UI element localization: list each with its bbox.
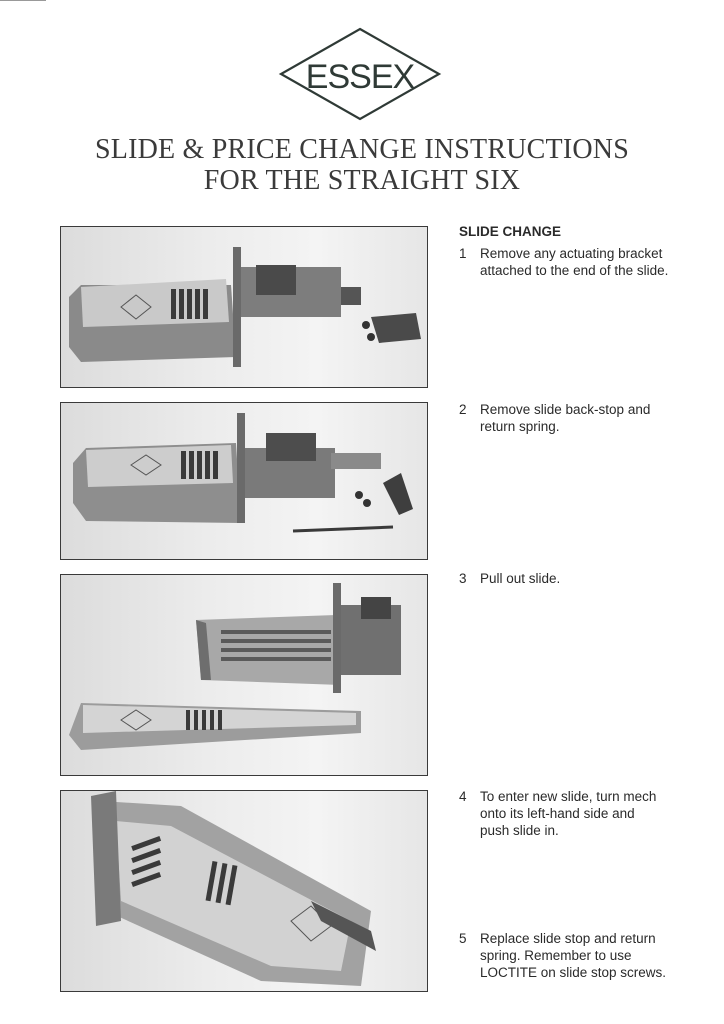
step-5	[459, 930, 669, 981]
section-heading: SLIDE CHANGE	[459, 224, 562, 239]
step-number: 4	[459, 789, 467, 804]
machine-illustration	[61, 791, 427, 991]
step-text: To enter new slide, turn mech onto its left-hand side and push slide in.	[480, 789, 657, 838]
machine-illustration	[61, 575, 427, 775]
step-text: Remove any actuating bracket attached to the end of the slide.	[480, 246, 669, 278]
step-text: Remove slide back-stop and return spring.	[480, 402, 651, 434]
machine-illustration	[61, 403, 427, 559]
title-line-2: FOR THE STRAIGHT SIX	[203, 165, 521, 196]
step-number: 3	[459, 571, 467, 586]
title-line-1: SLIDE & PRICE CHANGE INSTRUCTIONS	[95, 134, 629, 165]
step-number: 2	[459, 402, 467, 417]
machine-illustration	[61, 227, 427, 387]
step-text: Replace slide stop and return spring. Remember to use LOCTITE on slide stop screws.	[480, 931, 667, 980]
photo-step-4	[60, 790, 428, 992]
step-text: Pull out slide.	[480, 571, 561, 586]
photo-step-2	[60, 402, 428, 560]
logo-text: ESSEX	[305, 58, 415, 96]
step-number: 1	[459, 246, 467, 261]
photo-step-3	[60, 574, 428, 776]
scan-mark	[0, 0, 46, 1]
step-3	[459, 570, 679, 587]
step-2	[459, 401, 679, 435]
essex-logo	[278, 26, 442, 122]
step-1	[459, 245, 679, 279]
photo-step-1	[60, 226, 428, 388]
page-title	[0, 134, 724, 196]
step-4	[459, 788, 659, 839]
step-number: 5	[459, 931, 467, 946]
